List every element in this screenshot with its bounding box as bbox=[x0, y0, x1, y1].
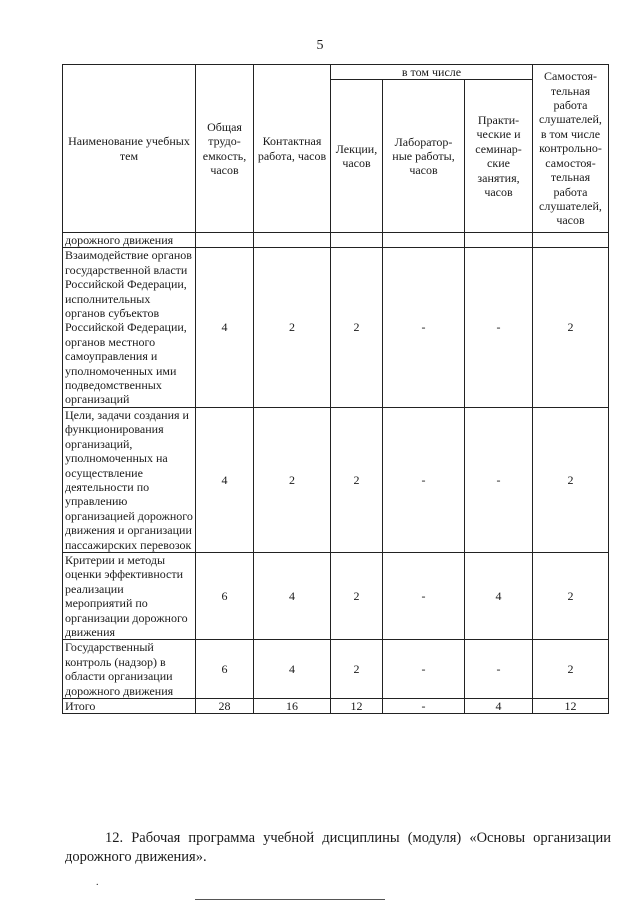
cell-self: 2 bbox=[533, 640, 609, 699]
section-paragraph: 12. Рабочая программа учебной дисциплины (модуля) «Основы организации дорожного движения». bbox=[65, 829, 611, 865]
cell-practical: - bbox=[465, 407, 533, 552]
table-row bbox=[63, 552, 609, 639]
cell-contact: 4 bbox=[254, 640, 331, 699]
cell-lab: - bbox=[383, 640, 465, 699]
cell-lectures: 2 bbox=[331, 552, 383, 639]
header-total: Общая трудо-емкость, часов bbox=[196, 65, 254, 233]
cell-contact: 4 bbox=[254, 552, 331, 639]
table-row bbox=[63, 407, 609, 552]
cell-lab: - bbox=[383, 407, 465, 552]
cell-practical: - bbox=[465, 640, 533, 699]
cell-total: 4 bbox=[196, 248, 254, 407]
header-practical: Практи-ческие и семинар-ские занятия, часов bbox=[465, 80, 533, 233]
page-number: 5 bbox=[316, 38, 324, 53]
header-self: Самостоя-тельная работа слушателей, в том числе контрольно-самостоя-тельная работа слушателей, часов bbox=[533, 65, 609, 233]
cell-empty bbox=[331, 233, 383, 248]
cell-empty bbox=[383, 233, 465, 248]
cell-lab: - bbox=[383, 699, 465, 714]
cell-lab: - bbox=[383, 248, 465, 407]
table-row bbox=[63, 640, 609, 699]
cell-lectures: 12 bbox=[331, 699, 383, 714]
cell-lectures: 2 bbox=[331, 640, 383, 699]
cell-name: Критерии и методы оценки эффективности реализации мероприятий по организации дорожного движения bbox=[63, 552, 196, 639]
bottom-rule bbox=[195, 899, 385, 900]
cell-contact: 2 bbox=[254, 248, 331, 407]
cell-contact: 2 bbox=[254, 407, 331, 552]
cell-total: 28 bbox=[196, 699, 254, 714]
cell-lectures: 2 bbox=[331, 407, 383, 552]
header-contact: Контактная работа, часов bbox=[254, 65, 331, 233]
cell-name: Взаимодействие органов государственной власти Российской Федерации, исполнительных органов субъектов Российской Федерации, органов местного самоуправления и уполномоченных ими подведомственных организаций bbox=[63, 248, 196, 407]
header-name: Наименование учебных тем bbox=[63, 65, 196, 233]
table-header-row bbox=[63, 65, 609, 80]
cell-self: 2 bbox=[533, 552, 609, 639]
cell-total: 6 bbox=[196, 640, 254, 699]
curriculum-table bbox=[62, 64, 609, 714]
cell-total: 4 bbox=[196, 407, 254, 552]
cell-self: 2 bbox=[533, 248, 609, 407]
header-lab: Лаборатор-ные работы, часов bbox=[383, 80, 465, 233]
cell-name: дорожного движения bbox=[63, 233, 196, 248]
header-lectures: Лекции, часов bbox=[331, 80, 383, 233]
cell-practical: - bbox=[465, 248, 533, 407]
cell-name: Государственный контроль (надзор) в области организации дорожного движения bbox=[63, 640, 196, 699]
table-row-continuation bbox=[63, 233, 609, 248]
cell-name: Итого bbox=[63, 699, 196, 714]
header-including: в том числе bbox=[331, 65, 533, 80]
cell-empty bbox=[533, 233, 609, 248]
cell-lectures: 2 bbox=[331, 248, 383, 407]
stray-mark: . bbox=[96, 877, 99, 888]
cell-self: 12 bbox=[533, 699, 609, 714]
cell-contact: 16 bbox=[254, 699, 331, 714]
cell-empty bbox=[465, 233, 533, 248]
cell-practical: 4 bbox=[465, 552, 533, 639]
cell-total: 6 bbox=[196, 552, 254, 639]
cell-name: Цели, задачи создания и функционирования организаций, уполномоченных на осуществление деятельности по управлению организацией дорожного движения и организации пассажирских перевозок bbox=[63, 407, 196, 552]
cell-practical: 4 bbox=[465, 699, 533, 714]
table-row bbox=[63, 248, 609, 407]
table-total-row bbox=[63, 699, 609, 714]
cell-empty bbox=[254, 233, 331, 248]
cell-empty bbox=[196, 233, 254, 248]
cell-lab: - bbox=[383, 552, 465, 639]
cell-self: 2 bbox=[533, 407, 609, 552]
